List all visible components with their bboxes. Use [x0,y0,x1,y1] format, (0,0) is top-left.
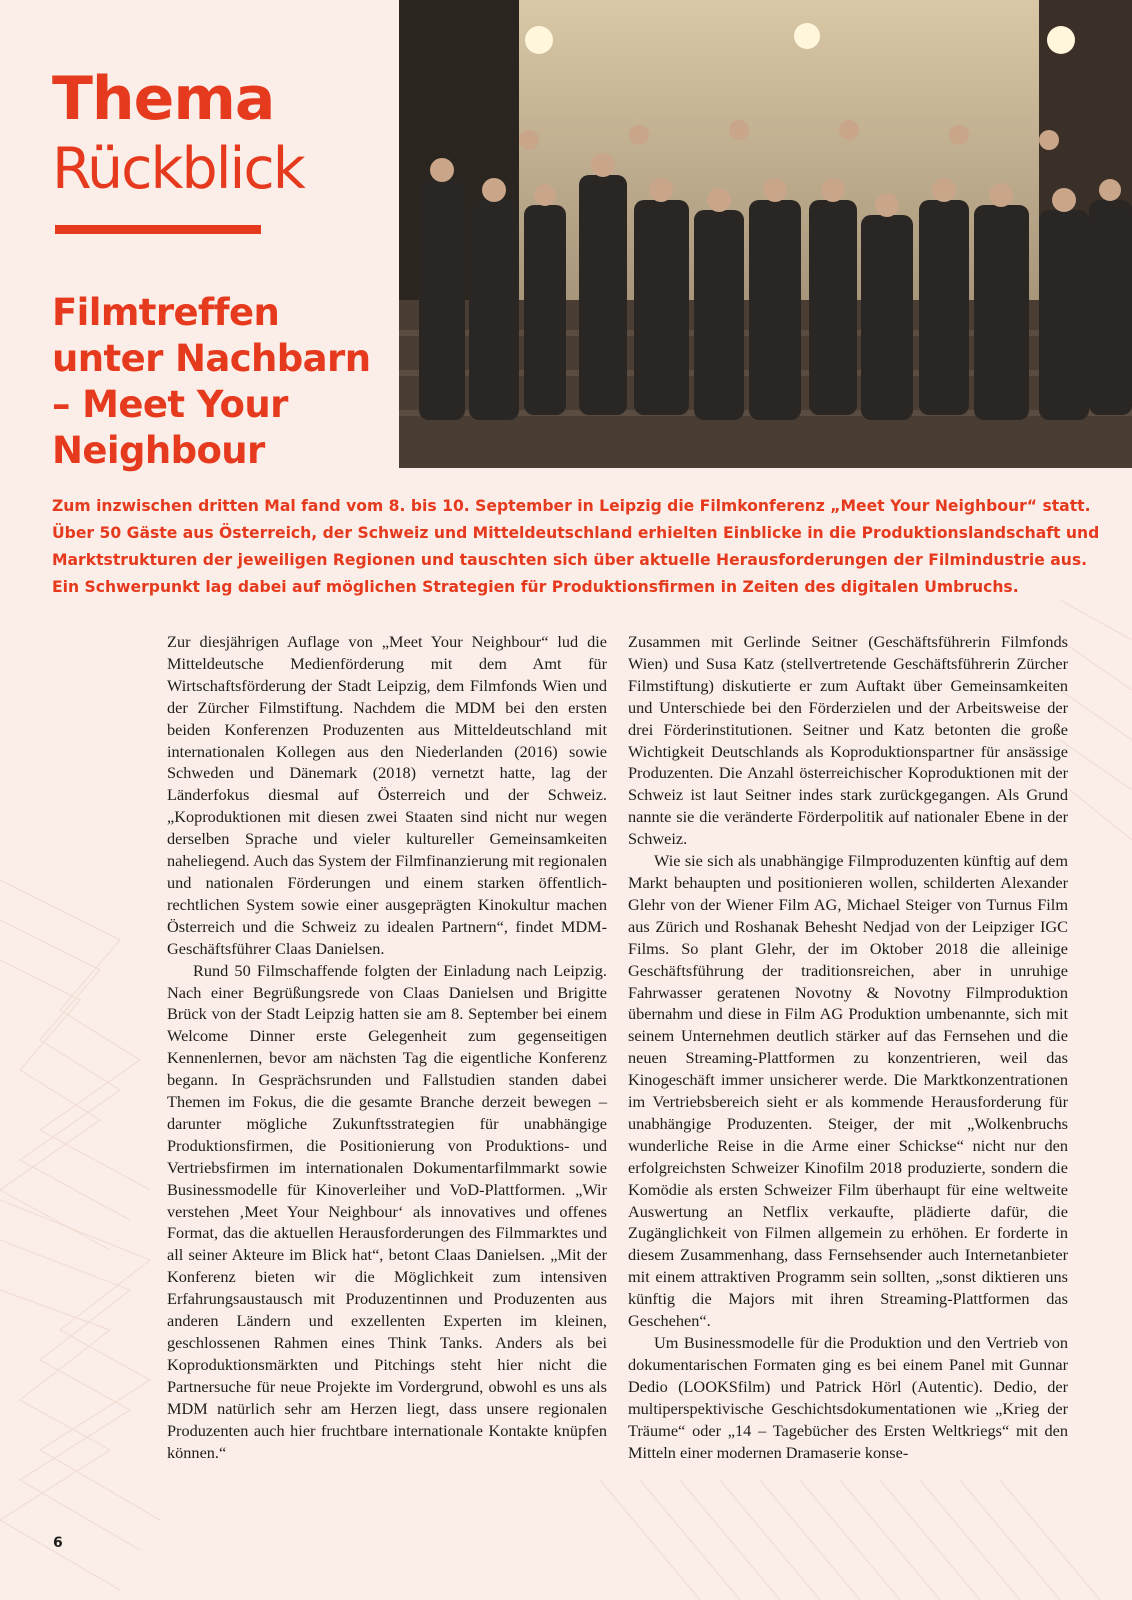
article-lead: Zum inzwischen dritten Mal fand vom 8. bis 10. September in Leipzig die Filmkonferenz „Meet Your Neighbour“ statt. Über 50 Gäste aus Österreich, der Schweiz und Mitteldeutschland erhielten Einblicke in die Produktionslandschaft und Marktstrukturen der jeweiligen Regionen und tauschten sich über aktuelle Herausforderungen der Filmindustrie aus. Ein Schwerpunkt lag dabei auf möglichen Strategien für Produktionsfirmen in Zeiten des digitalen Umbruchs. [52,497,1100,596]
group-photo [399,0,1132,468]
page-number: 6 [53,1535,63,1551]
article-headline: Filmtreffen unter Nachbarn – Meet Your Neighbour [52,291,371,472]
body-paragraph: Zur diesjährigen Auflage von „Meet Your Neighbour“ lud die Mitteldeutsche Medienförderung mit dem Amt für Wirtschaftsförderung der Stadt Leipzig, dem Filmfonds Wien und der Zürcher Filmstiftung. Nachdem die MDM bei den ersten beiden Konferenzen Produzenten aus Mitteldeutschland mit internationalen Kollegen aus den Niederlanden (2016) sowie Schweden und Dänemark (2018) vernetzt hatte, lag der Länderfokus diesmal auf Österreich und der Schweiz. „Koproduktionen mit diesen zwei Staaten sind nicht nur wegen derselben Sprache und vieler kultureller Gemeinsamkeiten naheliegend. Auch das System der Filmfinanzierung mit regionalen und nationalen Förderungen und einem starken öffentlich-rechtlichen System sowie einer ausgeprägten Kinokultur machen Österreich und die Schweiz zu idealen Partnern“, findet MDM-Geschäftsführer Claas Danielsen. [167,632,607,958]
kicker-underline [55,225,261,234]
section-kicker-light: Rückblick [52,136,304,202]
body-paragraph: Wie sie sich als unabhängige Filmproduzenten künftig auf dem Markt behaupten und positionieren wollen, schilderten Alexander Glehr von der Wiener Film AG, Michael Steiger von Turnus Film aus Zürich und Roshanak Behesht Nedjad von der Leipziger IGC Films. So plant Glehr, der im Oktober 2018 die alleinige Geschäftsführung der traditionsreichen, aber in unruhige Fahrwasser geratenen Novotny & Novotny Filmproduktion übernahm und diese in Film AG Produktion umbenannte, sich mit seinem Unternehmen deutlich stärker auf das Fernsehen und die neuen Streaming-Plattformen zu konzentrieren, weil das Kinogeschäft immer unsicherer werde. Die Marktkonzentrationen im Vertriebsbereich sieht er als kommende Herausforderung für unabhängige Produzenten. Steiger, der mit „Wolkenbruchs wunderliche Reise in die Arme einer Schickse“ nicht nur den erfolgreichsten Schweizer Kinofilm 2018 produzierte, sondern die Komödie als ersten Schweizer Film überhaupt für eine weltweite Auswertung an Netflix verkaufte, plädierte dafür, die Zugänglichkeit von Filmen allgemein zu erhöhen. Er forderte in diesem Zusammenhang, dass Fernsehsender auch Internetanbieter mit einem attraktiven Programm sein sollten, „sonst diktieren uns künftig die Majors mit ihren Streaming-Plattformen das Geschehen“. [628,851,1068,1331]
body-paragraph: Rund 50 Filmschaffende folgten der Einladung nach Leipzig. Nach einer Begrüßungsrede von Claas Danielsen und Brigitte Brück von der Stadt Leipzig hatten sie am 8. September bei einem Welcome Dinner erste Gelegenheit zum gegenseitigen Kennenlernen, bevor am nächsten Tag die eigentliche Konferenz begann. In Gesprächsrunden und Fallstudien standen dabei Themen im Fokus, die die gesamte Branche derzeit bewegen – darunter mögliche Zukunftsstrategien für unabhängige Produktionsfirmen, die Positionierung von Produktions- und Vertriebsfirmen im internationalen Dokumentarfilmmarkt sowie Businessmodelle für Kinoverleiher und VoD-Plattformen. „Wir verstehen ‚Meet Your Neighbour‘ als innovatives und offenes Format, das die aktuellen Herausforderungen des Filmmarktes und all seiner Akteure im Blick hat“, betont Claas Danielsen. „Mit der Konferenz bieten wir die Möglichkeit zum intensiven Erfahrungsaustausch mit Produzentinnen und Produzenten aus anderen Ländern und exzellenten Experten im kleinen, geschlossenen Rahmen eines Think Tanks. Anders als bei Koproduktionsmärkten und Pitchings steht hier nicht die Partnersuche für neue Projekte im Vordergrund, obwohl es uns als MDM natürlich sehr am Herzen liegt, dass unsere regionalen Produzenten auch hier fruchtbare internationale Kontakte knüpfen können.“ [167,960,607,1462]
body-paragraph: Zusammen mit Gerlinde Seitner (Geschäftsführerin Filmfonds Wien) und Susa Katz (stellvertretende Geschäftsführerin Zürcher Filmstiftung) diskutierte er zum Auftakt über Gemeinsamkeiten und Unterschiede bei den Förderzielen und der Arbeitsweise der drei Förderinstitutionen. Seitner und Katz betonten die große Wichtigkeit Deutschlands als Koproduktionspartner für ansässige Produzenten. Die Anzahl österreichischer Koproduktionen mit der Schweiz ist laut Seitner indes stark zurückgegangen. Als Grund nannte sie die veränderte Förderpolitik auf nationaler Ebene in der Schweiz. [628,632,1068,849]
section-kicker-bold: Thema [52,64,275,134]
body-column-right [628,631,1068,1463]
body-paragraph: Um Businessmodelle für die Produktion und den Vertrieb von dokumentarischen Formaten ging es bei einem Panel mit Gunnar Dedio (LOOKSfilm) und Patrick Hörl (Autentic). Dedio, der multiperspektivische Geschichtsdokumentationen wie „Krieg der Träume“ oder „14 – Tagebücher des Ersten Weltkriegs“ mit den Mitteln einer modernen Dramaserie konse- [628,1333,1068,1462]
body-column-left [167,631,607,1463]
